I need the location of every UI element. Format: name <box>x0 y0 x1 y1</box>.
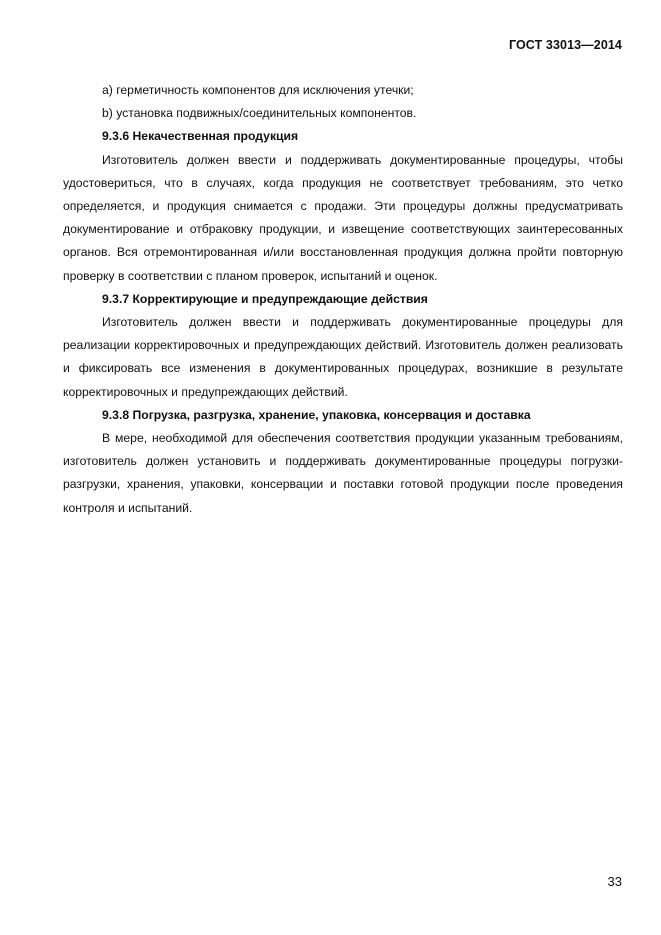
section-heading-9-3-8: 9.3.8 Погрузка, разгрузка, хранение, упаковка, консервация и доставка <box>102 407 531 422</box>
section-text-9-3-6: Изготовитель должен ввести и поддерживать документированные процедуры, чтобы удостовериться, что в случаях, когда продукция не соответствует требованиям, это четко определяется, и продукция снимается с продажи. Эти процедуры должны предусматривать документирование и отбраковку продукции, и извещение соответствующих заинтересованных органов. Вся отремонтированная и/или восстановленная продукция должна пройти повторную проверку в соответствии с планом проверок, испытаний и оценок. <box>63 152 623 283</box>
section-heading-9-3-7: 9.3.7 Корректирующие и предупреждающие действия <box>102 291 428 306</box>
page-number: 33 <box>607 874 622 889</box>
list-item-a: а) герметичность компонентов для исключения утечки; <box>102 83 414 97</box>
section-heading-9-3-6: 9.3.6 Некачественная продукция <box>102 129 299 144</box>
document-code: ГОСТ 33013—2014 <box>508 38 622 52</box>
section-text-9-3-8: В мере, необходимой для обеспечения соответствия продукции указанным требованиям, изготовитель должен установить и поддерживать документированные процедуры погрузки-разгрузки, хранения, упаковки, консервации и поставки готовой продукции после проведения контроля и испытаний. <box>63 431 623 515</box>
section-text-9-3-7: Изготовитель должен ввести и поддерживать документированные процедуры для реализации корректировочных и предупреждающих действий. Изготовитель должен реализовать и фиксировать все изменения в документированных процедурах, возникшие в результате корректировочных и предупреждающих действий. <box>63 315 623 399</box>
list-item-b: b) установка подвижных/соединительных компонентов. <box>102 106 417 121</box>
document-body <box>63 79 623 520</box>
